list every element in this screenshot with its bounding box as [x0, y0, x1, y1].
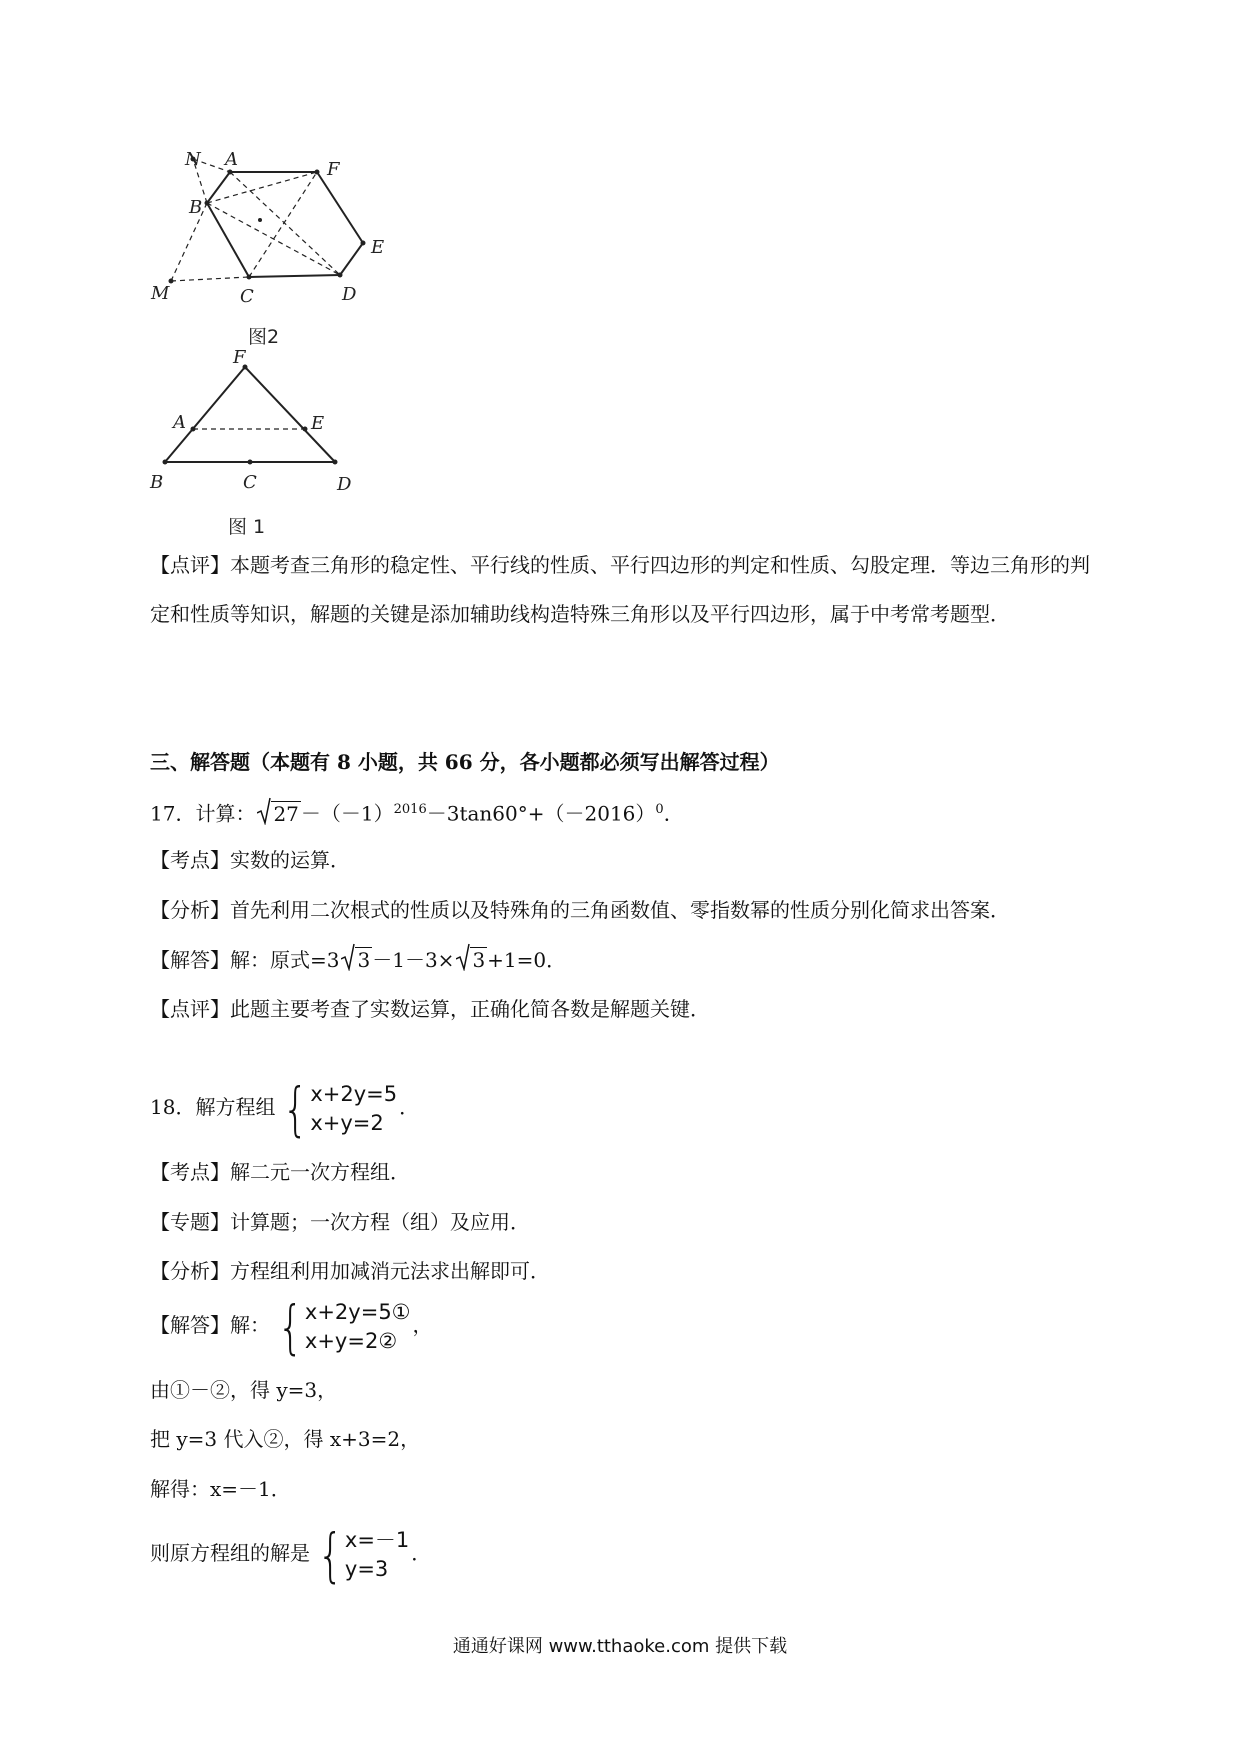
label-D: D — [337, 474, 352, 495]
sqrt-27 — [257, 799, 300, 829]
equation-1: x+2y=5① — [304, 1299, 411, 1324]
q17-jieda — [150, 945, 566, 975]
figure-1-diagram — [145, 350, 375, 495]
q17-dianping: 【点评】此题主要考查了实数运算，正确化简各数是解题关键． — [150, 997, 710, 1021]
q18-jieda — [150, 1290, 433, 1360]
q17-part1: －（－1） — [300, 801, 394, 826]
q18-result — [150, 1518, 431, 1588]
radicand: 3 — [357, 948, 371, 972]
q17-jieda-end: +1=0． — [487, 948, 567, 972]
label-N: N — [185, 149, 201, 170]
sqrt-3 — [456, 945, 487, 975]
q18-fenxi: 【分析】方程组利用加减消元法求出解即可． — [150, 1259, 550, 1283]
label-F: F — [327, 159, 340, 180]
label-M: M — [151, 283, 170, 304]
q18-prefix: 18．解方程组 — [150, 1095, 276, 1119]
q18-step-3: 解得：x=－1． — [150, 1477, 291, 1501]
q18-end: ． — [399, 1095, 420, 1119]
equation-2: x+y=2 — [310, 1110, 384, 1135]
figure-2-caption: 图2 — [248, 326, 280, 348]
equation-system: { x+2y=5 x+y=2 — [282, 1074, 398, 1143]
q18-zhuanti: 【专题】计算题；一次方程（组）及应用． — [150, 1210, 530, 1234]
q18-result-prefix: 则原方程组的解是 — [150, 1541, 310, 1565]
label-C: C — [243, 472, 257, 493]
label-D: D — [342, 284, 357, 305]
q17-jieda-mid: －1－3× — [372, 948, 455, 972]
solution-y: y=3 — [344, 1556, 389, 1581]
question-17 — [150, 795, 684, 829]
q18-step-1: 由①－②，得 y=3， — [150, 1378, 338, 1402]
q17-prefix: 17．计算： — [150, 801, 256, 826]
label-A: A — [225, 149, 238, 170]
q17-part2: －3tan60°+（－2016） — [426, 801, 656, 826]
section-heading: 三、解答题（本题有 8 小题，共 66 分，各小题都必须写出解答过程） — [150, 750, 780, 774]
equation-system: { x+2y=5① x+y=2② — [277, 1292, 411, 1361]
q17-fenxi: 【分析】首先利用二次根式的性质以及特殊角的三角函数值、零指数幂的性质分别化简求出答案． — [150, 898, 1010, 922]
figure-1 — [145, 350, 375, 495]
figure-2-diagram — [145, 145, 395, 325]
q18-jieda-end: ， — [412, 1313, 433, 1337]
solution-x: x=－1 — [344, 1527, 410, 1552]
review-paragraph: 【点评】本题考查三角形的稳定性、平行线的性质、平行四边形的判定和性质、勾股定理．等边三角形的判定和性质等知识，解题的关键是添加辅助线构造特殊三角形以及平行四边形，属于中考常考题型． — [150, 553, 1090, 626]
label-F: F — [233, 350, 246, 368]
q17-end: ． — [663, 801, 684, 826]
exponent-2016: 2016 — [393, 802, 427, 817]
solution-system: { x=－1 y=3 — [317, 1520, 410, 1589]
equation-1: x+2y=5 — [310, 1081, 398, 1106]
figure-2 — [145, 145, 395, 325]
q18-jieda-prefix: 【解答】解： — [150, 1313, 270, 1337]
label-C: C — [240, 286, 254, 307]
label-E: E — [371, 237, 385, 258]
figure-1-caption: 图 1 — [228, 516, 266, 538]
q18-result-end: ． — [411, 1541, 432, 1565]
q18-step-2: 把 y=3 代入②，得 x+3=2， — [150, 1427, 421, 1451]
q18-kaodian: 【考点】解二元一次方程组． — [150, 1160, 410, 1184]
equation-2: x+y=2② — [304, 1328, 398, 1353]
label-B: B — [189, 197, 203, 218]
question-18 — [150, 1072, 419, 1142]
radicand: 3 — [472, 948, 486, 972]
label-B: B — [150, 472, 164, 493]
radicand: 27 — [273, 801, 299, 826]
label-E: E — [311, 413, 325, 434]
exponent-0: 0 — [655, 802, 664, 817]
q17-kaodian: 【考点】实数的运算． — [150, 848, 350, 872]
page-footer: 通通好课网 www.tthaoke.com 提供下载 — [452, 1636, 788, 1657]
q17-jieda-prefix: 【解答】解：原式=3 — [150, 948, 340, 972]
sqrt-3 — [341, 945, 372, 975]
label-A: A — [173, 412, 186, 433]
